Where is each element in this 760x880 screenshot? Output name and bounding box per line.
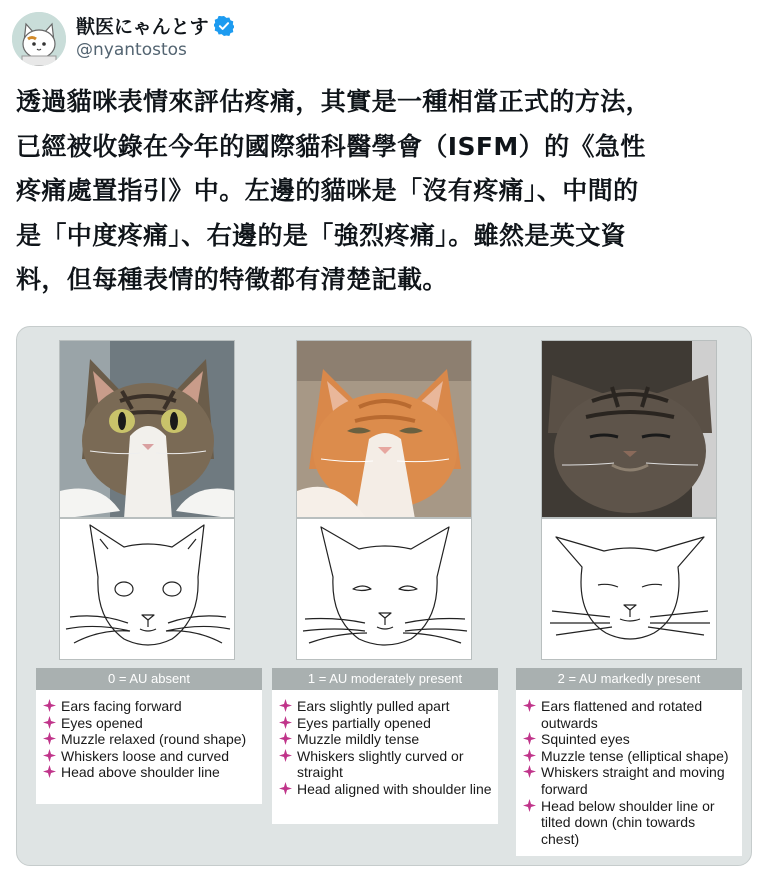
cartoon-cat-avatar-icon — [12, 12, 66, 66]
bullet-icon — [523, 749, 536, 762]
tweet-line: 料，但每種表情的特徵都有清楚記載。 — [16, 265, 448, 294]
bullet-icon — [43, 765, 56, 778]
avatar[interactable] — [12, 12, 66, 66]
list-item — [278, 698, 492, 715]
item-text: Whiskers loose and curved — [61, 747, 230, 764]
panel-description-2 — [516, 690, 742, 856]
item-text: Eyes opened — [61, 714, 143, 731]
cat-sketch-moderate-pain — [296, 518, 472, 660]
user-handle[interactable]: @nyantostos — [76, 40, 187, 60]
list-item — [42, 698, 256, 715]
item-text: Head aligned with shoulder line — [297, 780, 492, 797]
item-text: Muzzle tense (elliptical shape) — [541, 747, 729, 764]
item-text: Muzzle mildly tense — [297, 731, 420, 748]
list-item — [278, 731, 492, 748]
bullet-icon — [279, 732, 292, 745]
bullet-icon — [523, 699, 536, 712]
item-text: Eyes partially opened — [297, 714, 431, 731]
cat-photo-moderate-pain — [296, 340, 472, 518]
item-text: Muzzle relaxed (round shape) — [61, 731, 247, 748]
item-text: Ears facing forward — [61, 698, 182, 714]
panel-description-0 — [36, 690, 262, 804]
verified-badge-icon — [214, 16, 234, 36]
display-name[interactable] — [76, 12, 234, 39]
bullet-icon — [279, 716, 292, 729]
bullet-icon — [43, 716, 56, 729]
bullet-icon — [523, 765, 536, 778]
list-item — [278, 748, 492, 781]
bullet-icon — [43, 749, 56, 762]
panel-label-2: 2 = AU markedly present — [516, 668, 742, 690]
list-item — [522, 698, 736, 731]
bullet-icon — [523, 732, 536, 745]
list-item — [42, 764, 256, 781]
bullet-icon — [279, 749, 292, 762]
tweet-text — [16, 80, 748, 303]
list-item — [42, 731, 256, 748]
list-item — [522, 748, 736, 765]
cat-photo-marked-pain — [541, 340, 717, 518]
cat-photo-no-pain — [59, 340, 235, 518]
cat-sketch-marked-pain — [541, 518, 717, 660]
bullet-icon — [43, 699, 56, 712]
list-item — [522, 798, 736, 848]
item-text: Ears flattened and rotated outwards — [541, 698, 703, 731]
item-text: Head below shoulder line or tilted down (chin towards chest) — [541, 797, 715, 847]
item-text: Ears slightly pulled apart — [297, 698, 450, 714]
bullet-icon — [43, 732, 56, 745]
bullet-icon — [279, 782, 292, 795]
list-item — [278, 715, 492, 732]
tweet-line: 已經被收錄在今年的國際貓科醫學會（ISFM）的《急性 — [16, 131, 646, 161]
display-name-text[interactable]: 獣医にゃんとす — [76, 16, 209, 38]
tweet-line: 透過貓咪表情來評估疼痛，其實是一種相當正式的方法， — [16, 87, 652, 116]
item-text: Whiskers straight and moving forward — [541, 764, 725, 797]
item-text: Squinted eyes — [541, 731, 630, 748]
panel-label-0: 0 = AU absent — [36, 668, 262, 690]
list-item — [42, 748, 256, 765]
item-text: Whiskers slightly curved or straight — [297, 747, 464, 781]
list-item — [278, 781, 492, 798]
tweet-line: 疼痛處置指引》中。左邊的貓咪是「沒有疼痛」、中間的 — [16, 176, 639, 205]
tweet-line: 是「中度疼痛」、右邊的是「強烈疼痛」。雖然是英文資 — [16, 220, 627, 250]
cat-sketch-no-pain — [59, 518, 235, 660]
bullet-icon — [523, 799, 536, 812]
list-item — [522, 731, 736, 748]
list-item — [522, 764, 736, 797]
list-item — [42, 715, 256, 732]
panel-label-1: 1 = AU moderately present — [272, 668, 498, 690]
item-text: Head above shoulder line — [61, 764, 220, 781]
panel-description-1 — [272, 690, 498, 824]
bullet-icon — [279, 699, 292, 712]
